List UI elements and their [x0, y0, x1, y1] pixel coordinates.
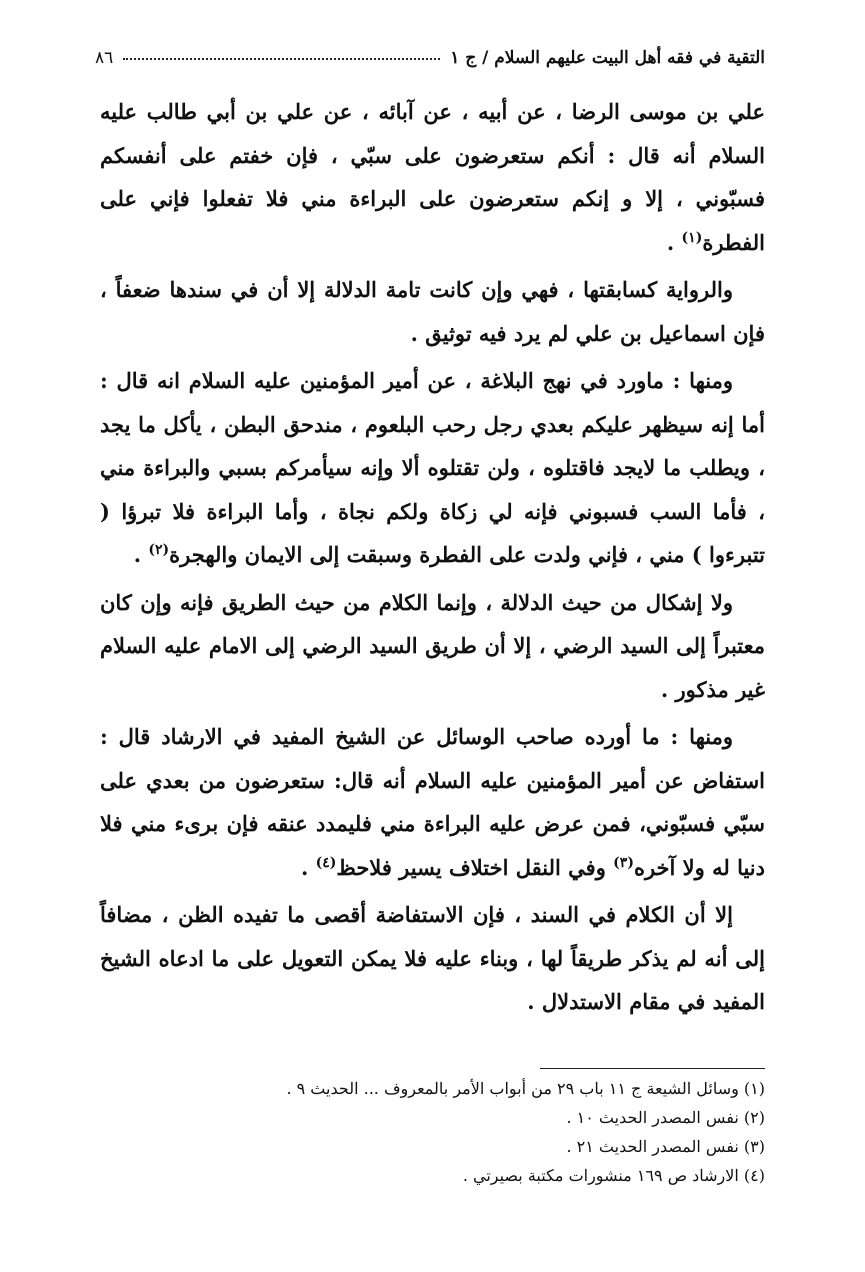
paragraph-1	[100, 90, 765, 264]
paragraph-tail: .	[666, 229, 682, 255]
paragraph-text: والرواية كسابقتها ، فهي وإن كانت تامة الدلالة إلا أن في سندها ضعفاً ، فإن اسماعيل بن علي لم يرد فيه توثيق .	[100, 277, 765, 346]
header-dot-leader	[123, 58, 440, 60]
paragraph-text: ومنها : ما أورده صاحب الوسائل عن الشيخ المفيد في الارشاد قال : استفاض عن أمير المؤمنين عليه السلام أنه قال: ستعرضون من بعدي على سبّي فسبّوني، فمن عرض عليه البراءة مني فليمدد عنقه فإن برىء مني فلا دنيا له ولا آخره	[100, 724, 765, 880]
page-header	[95, 34, 765, 68]
footnote-ref-3: (٣)	[613, 854, 634, 871]
paragraph-tail: .	[133, 542, 149, 567]
footnote-2: (٢) نفس المصدر الحديث ١٠ .	[566, 1108, 765, 1127]
footnote-1: (١) وسائل الشيعة ج ١١ باب ٢٩ من أبواب الأمر بالمعروف ... الحديث ٩ .	[286, 1079, 765, 1098]
page-number: ٨٦	[95, 48, 114, 68]
main-text	[100, 90, 765, 1028]
running-title: التقية في فقه أهل البيت عليهم السلام / ج ١	[450, 48, 765, 68]
paragraph-text: ومنها : ماورد في نهج البلاغة ، عن أمير المؤمنين عليه السلام انه قال : أما إنه سيظهر عليكم بعدي رجل رحب البلعوم ، مندحق البطن ، يأكل ما يجد ، ويطلب ما لايجد فاقتلوه ، ولن تقتلوه ألا وإنه سيأمركم بسبي والبراءة مني ، فأما السب فسبوني فإنه لي زكاة ولكم نجاة ، وأما البراءة فلا تبرؤا ( تتبرءوا ) مني ، فإني ولدت على الفطرة وسبقت إلى الايمان والهجرة	[100, 368, 765, 567]
paragraph-text: ولا إشكال من حيث الدلالة ، وإنما الكلام من حيث الطريق فإنه وإن كان معتبراً إلى السيد الرضي ، إلا أن طريق السيد الرضي إلى الامام عليه السلام غير مذكور .	[100, 589, 765, 702]
paragraph-5	[100, 715, 765, 889]
footnote-ref-2: (٢)	[148, 542, 170, 558]
footnote-ref-4: (٤)	[315, 854, 337, 871]
paragraph-6	[100, 893, 765, 1024]
footnote-separator	[540, 1068, 765, 1069]
paragraph-3	[100, 359, 765, 577]
footnote-4: (٤) الارشاد ص ١٦٩ منشورات مكتبة بصيرتي .	[462, 1166, 765, 1185]
paragraph-4	[100, 581, 765, 712]
paragraph-text: علي بن موسى الرضا ، عن أبيه ، عن آبائه ، عن علي بن أبي طالب عليه السلام أنه قال : أنكم ستعرضون على سبّي ، فإن خفتم على أنفسكم فسبّوني ، إلا و إنكم ستعرضون على البراءة مني فلا تفعلوا فإني على الفطرة	[100, 99, 765, 255]
paragraph-2	[100, 268, 765, 355]
paragraph-tail: .	[300, 854, 316, 880]
footnotes	[286, 1074, 765, 1190]
paragraph-tail: وفي النقل اختلاف يسير فلاحظ	[336, 854, 614, 880]
paragraph-text: إلا أن الكلام في السند ، فإن الاستفاضة أقصى ما تفيده الظن ، مضافاً إلى أنه لم يذكر طريقاً لها ، وبناء عليه فلا يمكن التعويل على ما ادعاه الشيخ المفيد في مقام الاستدلال .	[100, 902, 765, 1014]
footnote-ref-1: (١)	[681, 229, 703, 246]
footnote-3: (٣) نفس المصدر الحديث ٢١ .	[566, 1137, 765, 1156]
